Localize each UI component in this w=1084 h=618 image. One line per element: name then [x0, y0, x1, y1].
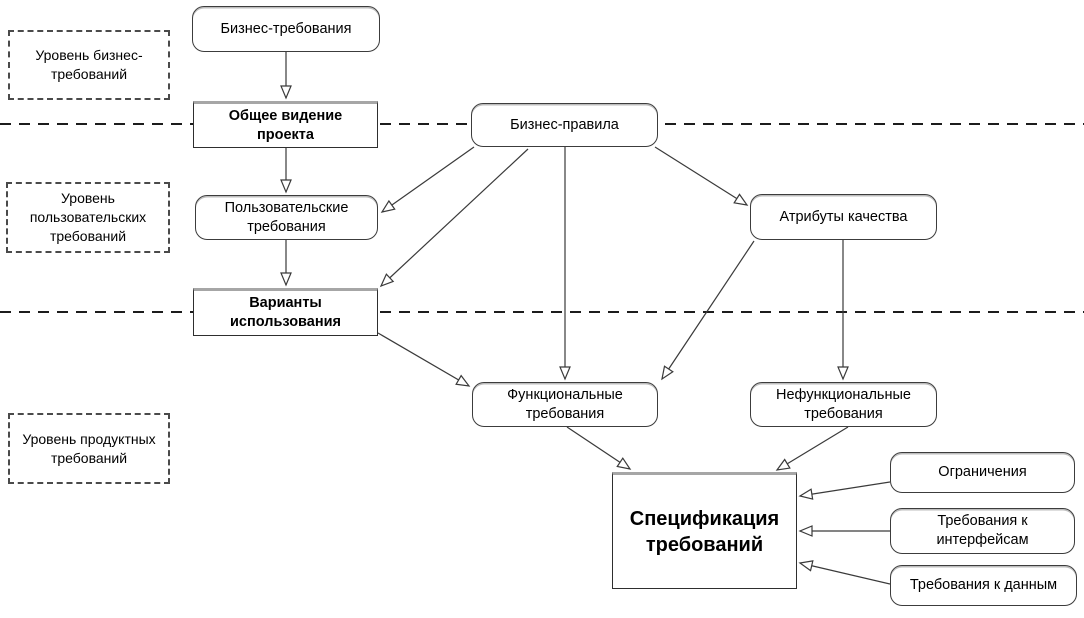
node-requirements-spec [612, 472, 797, 589]
edge-data-requirements-to-spec [800, 563, 890, 584]
level-label-business [8, 30, 170, 100]
node-business-rules [471, 103, 658, 147]
edge-constraints-to-spec [800, 482, 890, 496]
edge-nonfunctional-requirements-to-spec [777, 427, 848, 470]
node-business-rules-label: Бизнес-правила [510, 116, 619, 133]
edge-business-rules-to-quality-attributes [655, 147, 747, 205]
node-functional-requirements-label: Функциональные требования [507, 386, 623, 422]
node-user-requirements-label: Пользовательские требования [224, 199, 349, 235]
node-interface-requirements-label: Требования к интерфейсам [936, 513, 1029, 548]
node-project-vision [193, 101, 378, 148]
level-label-product [8, 413, 170, 484]
level-label-user-text: Уровень пользовательских требований [29, 190, 147, 244]
node-constraints [890, 452, 1075, 493]
edge-functional-requirements-to-spec [567, 427, 630, 469]
level-label-business-text: Уровень бизнес-требований [35, 47, 143, 82]
node-interface-requirements [890, 508, 1075, 554]
node-quality-attributes [750, 194, 937, 240]
level-label-product-text: Уровень продуктных требований [22, 430, 156, 466]
node-requirements-spec-label: Спецификация требований [629, 507, 780, 556]
node-nonfunctional-requirements-label: Нефункциональные требования [776, 386, 911, 422]
edge-use-cases-to-functional-requirements [378, 333, 469, 386]
node-data-requirements [890, 565, 1077, 606]
node-project-vision-label: Общее видение проекта [228, 107, 343, 143]
node-data-requirements-label: Требования к данным [909, 577, 1058, 594]
edge-quality-attributes-to-functional-requirements [662, 241, 754, 379]
node-business-requirements-label: Бизнес-требования [220, 20, 352, 37]
node-constraints-label: Ограничения [938, 464, 1027, 481]
edge-business-rules-to-user-requirements [382, 147, 474, 212]
node-business-requirements [192, 6, 380, 52]
node-user-requirements [195, 195, 378, 240]
node-functional-requirements [472, 382, 658, 427]
node-quality-attributes-label: Атрибуты качества [779, 208, 908, 225]
node-nonfunctional-requirements [750, 382, 937, 427]
edge-business-rules-to-use-cases [381, 149, 528, 286]
node-use-cases-label: Варианты использования [230, 295, 341, 330]
level-label-user [6, 182, 170, 253]
node-use-cases [193, 288, 378, 336]
